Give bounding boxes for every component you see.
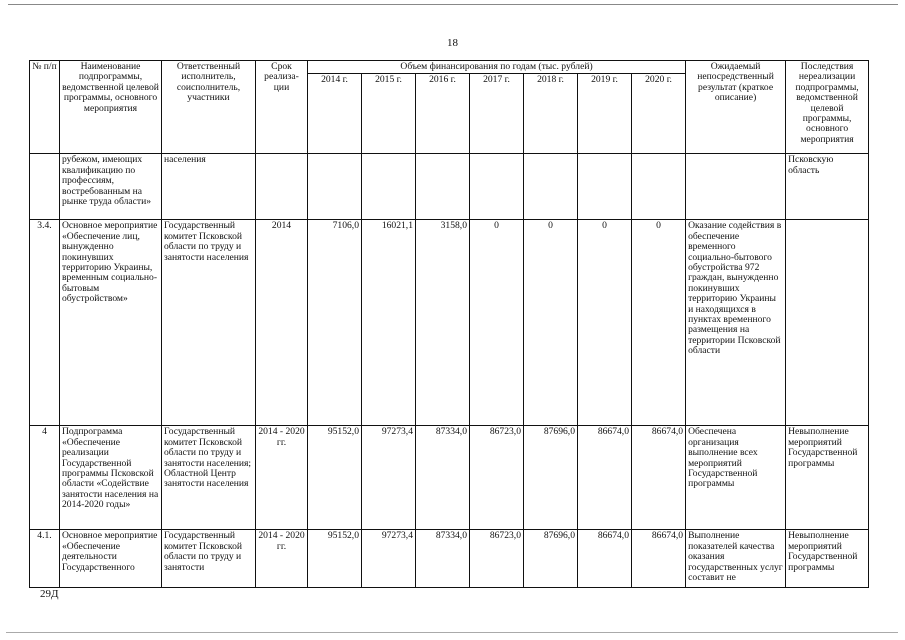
row-executor: населения <box>162 154 256 220</box>
row-value: 95152,0 <box>308 530 362 588</box>
row-value: 95152,0 <box>308 426 362 530</box>
row-value: 86674,0 <box>578 530 632 588</box>
row-value <box>308 154 362 220</box>
row-value <box>632 154 686 220</box>
program-table <box>29 60 869 588</box>
row-value: 97273,4 <box>362 426 416 530</box>
row-num: 3.4. <box>30 220 60 426</box>
row-result: Выполнение показателей качества оказания государственных услуг составит не <box>686 530 786 588</box>
header-year: 2015 г. <box>362 74 416 154</box>
row-value: 7106,0 <box>308 220 362 426</box>
row-value: 0 <box>470 220 524 426</box>
header-year: 2019 г. <box>578 74 632 154</box>
header-year: 2018 г. <box>524 74 578 154</box>
top-edge-line <box>8 4 898 5</box>
row-result: Оказание содействия в обеспечение временного социально-бытового обустройства 972 граждан, вынужденно покинувших территорию Украины и находящихся в пунктах временного размещения на территории Псковской области <box>686 220 786 426</box>
bottom-edge-line <box>6 632 898 633</box>
row-value: 86674,0 <box>632 426 686 530</box>
row-value: 97273,4 <box>362 530 416 588</box>
row-value: 86674,0 <box>578 426 632 530</box>
row-result: Обеспечена организация выполнение всех мероприятий Государственной программы <box>686 426 786 530</box>
row-num <box>30 154 60 220</box>
row-name: рубежом, имеющих квалификацию по профессиям, востребованным на рынке труда области» <box>60 154 162 220</box>
document-code: 29Д <box>40 588 59 600</box>
table-row <box>30 220 869 426</box>
row-value: 3158,0 <box>416 220 470 426</box>
row-consequences: Невыполнение мероприятий Государственной программы <box>786 530 869 588</box>
row-value: 87334,0 <box>416 426 470 530</box>
row-value <box>578 154 632 220</box>
table-row <box>30 530 869 588</box>
row-value: 87696,0 <box>524 530 578 588</box>
row-executor: Государственный комитет Псковской области по труду и занятости населения <box>162 220 256 426</box>
row-name: Основное мероприятие «Обеспечение деятельности Государственного <box>60 530 162 588</box>
row-executor: Государственный комитет Псковской области по труду и занятости населения; Областной Центр занятости населения <box>162 426 256 530</box>
row-executor: Государственный комитет Псковской области по труду и занятости <box>162 530 256 588</box>
row-value <box>362 154 416 220</box>
header-term: Срок реализа- ции <box>256 61 308 154</box>
header-name: Наименование подпрограммы, ведомственной целевой программы, основного мероприятия <box>60 61 162 154</box>
page-number: 18 <box>447 37 458 49</box>
header-year: 2016 г. <box>416 74 470 154</box>
header-executor: Ответственный исполнитель, соисполнитель, участники <box>162 61 256 154</box>
row-term: 2014 <box>256 220 308 426</box>
row-value: 86723,0 <box>470 530 524 588</box>
row-value: 86674,0 <box>632 530 686 588</box>
row-value: 87696,0 <box>524 426 578 530</box>
header-year: 2017 г. <box>470 74 524 154</box>
row-value: 86723,0 <box>470 426 524 530</box>
row-value: 87334,0 <box>416 530 470 588</box>
row-value: 0 <box>578 220 632 426</box>
row-consequences: Псковскую область <box>786 154 869 220</box>
header-funding: Объем финансирования по годам (тыс. рублей) <box>308 61 686 74</box>
row-name: Подпрограмма «Обеспечение реализации Государственной программы Псковской области «Содействие занятости населения на 2014-2020 годы» <box>60 426 162 530</box>
row-value <box>470 154 524 220</box>
row-value <box>416 154 470 220</box>
row-num: 4.1. <box>30 530 60 588</box>
table-row <box>30 154 869 220</box>
row-value: 0 <box>632 220 686 426</box>
header-consequences: Последствия нереализации подпрограммы, ведомственной целевой программы, основного мероприятия <box>786 61 869 154</box>
header-year: 2014 г. <box>308 74 362 154</box>
row-result <box>686 154 786 220</box>
header-year: 2020 г. <box>632 74 686 154</box>
row-term: 2014 - 2020 гг. <box>256 426 308 530</box>
row-name: Основное мероприятие «Обеспечение лиц, вынужденно покинувших территорию Украины, временным социально-бытовым обустройством» <box>60 220 162 426</box>
row-consequences: Невыполнение мероприятий Государственной программы <box>786 426 869 530</box>
row-value: 0 <box>524 220 578 426</box>
row-term: 2014 - 2020 гг. <box>256 530 308 588</box>
header-result: Ожидаемый непосредственный результат (краткое описание) <box>686 61 786 154</box>
row-value: 16021,1 <box>362 220 416 426</box>
table-row <box>30 426 869 530</box>
row-num: 4 <box>30 426 60 530</box>
row-value <box>524 154 578 220</box>
row-consequences <box>786 220 869 426</box>
row-term <box>256 154 308 220</box>
header-num: № п/п <box>30 61 60 154</box>
